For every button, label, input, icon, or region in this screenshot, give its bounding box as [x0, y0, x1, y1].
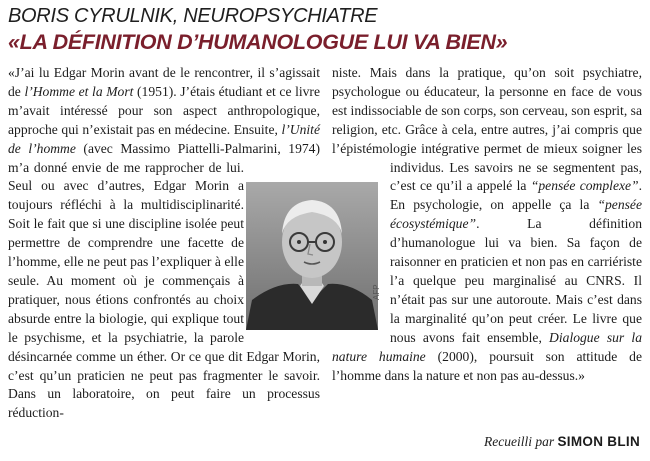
article-left-column: «J’ai lu Edgar Morin avant de le rencontrer, il s’agissait de l’Homme et la Mort (1951). J’étais étudiant et ce livre m’avait intéressé pour son aspect anthropologique, approche qui n’existait pas en médecine. Ensuite, l’Unité de l’homme (avec Massimo Piattelli-Palmarini, 1974) m’a donné envie de me rapprocher de lui. Seul ou avec d’autres, Edgar Morin a toujours réfléchi à la multidisciplinarité. Soit le fait que si une discipline isolée peut permettre de comprendre une facette de l’homme, elle ne peut pas l’expliquer à elle seule. Au moment où je commençais à pratiquer, nous étions confrontés au choix absurde entre la biologie, qui explique tout le psychisme, et la psychiatrie, la parole désincarnée comme un éther. Or ce que dit Edgar Morin, c’est qu’un praticien ne peut pas fragmenter le savoir. Dans un laboratoire, on peut faire un processus réduction-: [8, 65, 320, 421]
photo-credit: AFP: [372, 284, 381, 300]
article-right-column: niste. Mais dans la pratique, qu’on soit psychiatre, psychologue ou éducateur, la personne en face de vous est indissociable de son corps, son cerveau, son esprit, sa religion, etc. Grâce à cela, entre autres, j’ai compris que l’épistémologie intégrative permet de mieux soigner les individus. Les savoirs ne se segmentent pas, c’est ce qu’il a appelé la “pensée complexe”. En psychologie, on appelle ça la “pensée écosystémique”. La définition d’humanologue lui va bien. Sa façon de raisonner en praticien et non pas en carriériste l’a quelque peu marginalisé au CNRS. Il n’était pas sur une autoroute. Mais c’est dans la marginalité qu’on peut créer. Le livre que nous avons fait ensemble, Dialogue sur la nature humaine (2000), poursuit son attitude de l’homme dans la nature et non pas au-dessus.»: [332, 65, 643, 383]
headline-quote: «LA DÉFINITION D’HUMANOLOGUE LUI VA BIEN»: [8, 30, 508, 54]
concept-term: “pensée complexe”: [530, 178, 639, 194]
concept-term: “pensée écosystémique”: [390, 197, 642, 232]
book-title: l’Homme et la Mort: [24, 83, 134, 99]
byline: Recueilli par SIMON BLIN: [484, 434, 640, 449]
photo-wrap-spacer: [244, 177, 320, 330]
interviewee-heading: BORIS CYRULNIK, NEUROPSYCHIATRE: [8, 5, 378, 27]
photo-wrap-spacer-right: [332, 177, 390, 330]
book-title: Dialogue sur la nature humaine: [332, 329, 642, 364]
author-name: SIMON BLIN: [557, 434, 640, 449]
book-title: l’Unité de l’homme: [8, 121, 320, 156]
